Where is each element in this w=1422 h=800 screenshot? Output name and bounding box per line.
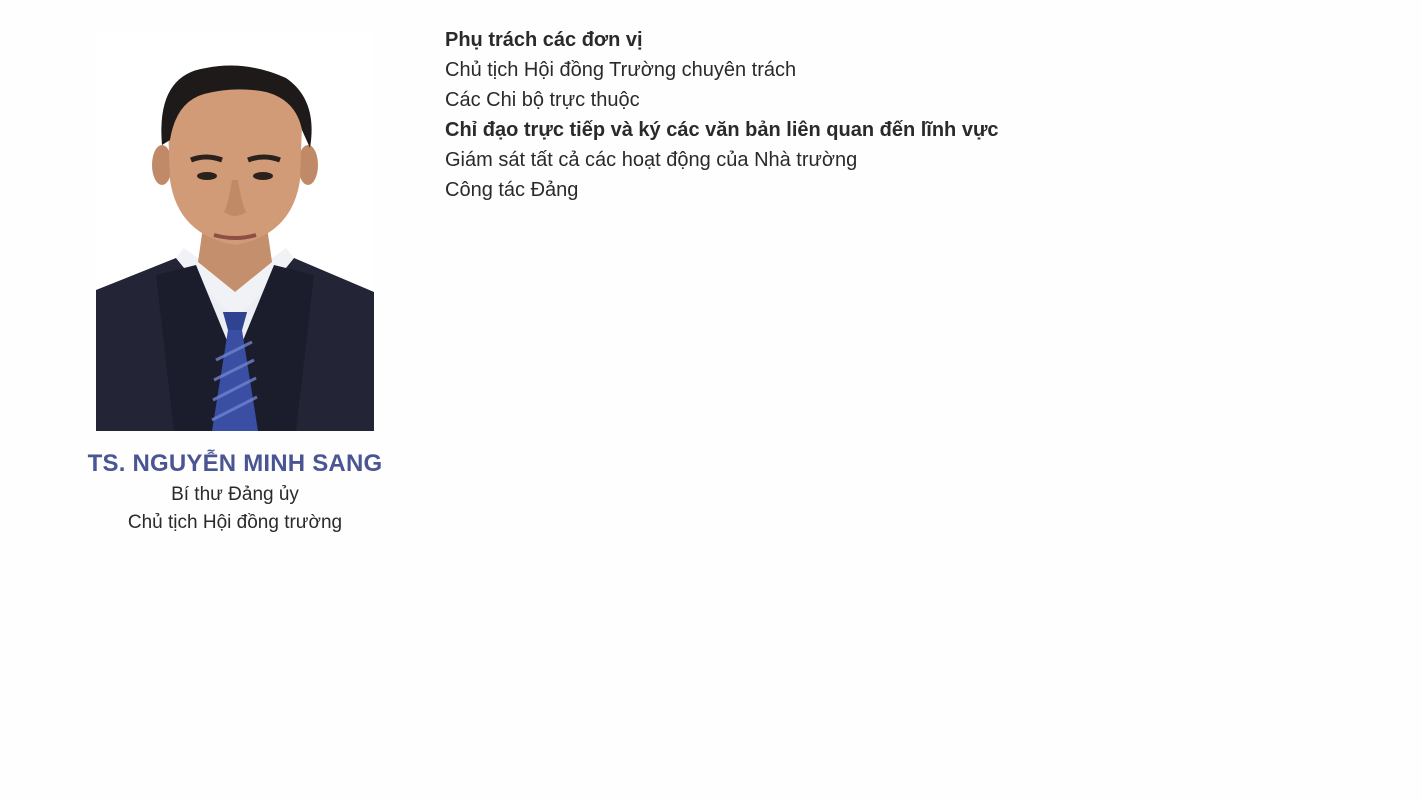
section-heading-units: Phụ trách các đơn vị xyxy=(445,29,643,51)
duty-item: Các Chi bộ trực thuộc xyxy=(445,89,640,111)
duties-panel xyxy=(445,25,999,205)
section-heading-direction: Chỉ đạo trực tiếp và ký các văn bản liên quan đến lĩnh vực xyxy=(445,119,999,141)
person-title-party-secretary: Bí thư Đảng ủy xyxy=(171,484,299,505)
person-title-council-chairman: Chủ tịch Hội đồng trường xyxy=(127,512,343,533)
duty-item: Công tác Đảng xyxy=(445,179,579,201)
person-name: TS. NGUYỄN MINH SANG xyxy=(87,450,383,477)
profile-card xyxy=(80,30,390,537)
duty-item: Giám sát tất cả các hoạt động của Nhà trường xyxy=(445,149,858,171)
duty-item: Chủ tịch Hội đồng Trường chuyên trách xyxy=(445,59,797,81)
portrait-photo xyxy=(96,30,374,431)
